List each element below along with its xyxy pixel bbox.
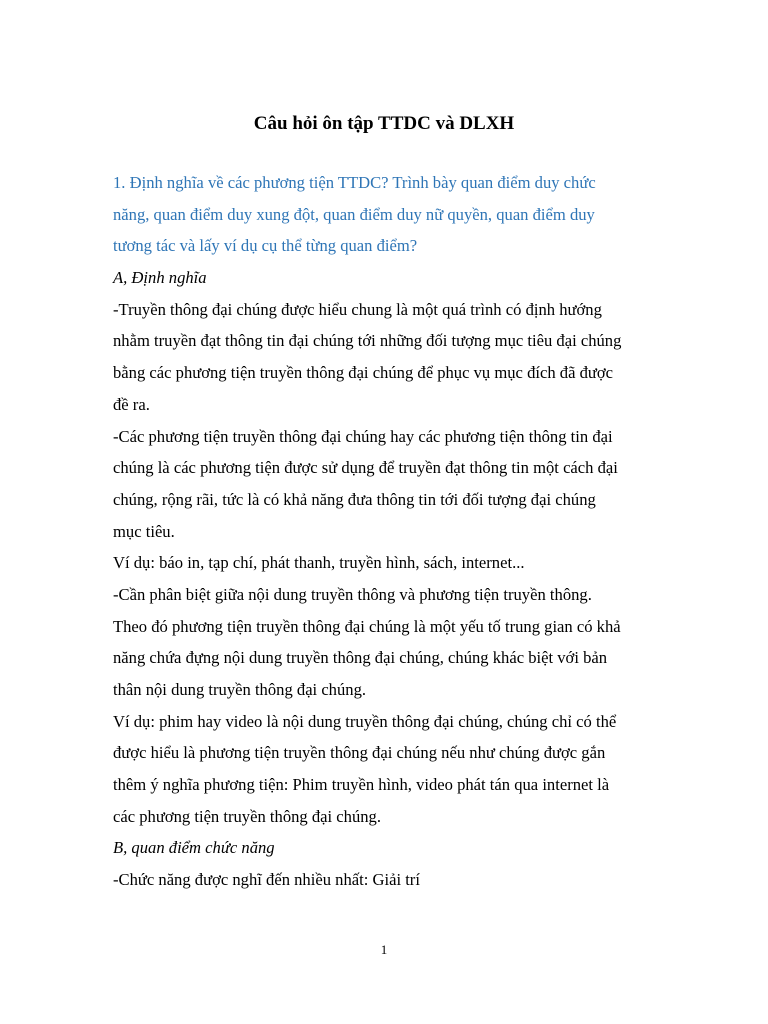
paragraph-line: đề ra. — [113, 394, 150, 414]
paragraph-line: -Chức năng được nghĩ đến nhiều nhất: Giải trí — [113, 870, 420, 890]
paragraph-line: chúng, rộng rãi, tức là có khả năng đưa thông tin tới đối tượng đại chúng — [113, 489, 596, 509]
paragraph-line: được hiểu là phương tiện truyền thông đại chúng nếu như chúng được gắn — [113, 743, 606, 763]
paragraph-line: thân nội dung truyền thông đại chúng. — [113, 680, 367, 699]
example-line: Ví dụ: phim hay video là nội dung truyền thông đại chúng, chúng chỉ có thể — [113, 711, 617, 731]
document-title: Câu hỏi ôn tập TTDC và DLXH — [253, 113, 515, 134]
paragraph-line: các phương tiện truyền thông đại chúng. — [113, 806, 381, 826]
section-heading-a: A, Định nghĩa — [113, 268, 207, 288]
paragraph-line: năng chứa đựng nội dung truyền thông đại chúng, chúng khác biệt với bản — [113, 648, 608, 668]
paragraph-line: -Cần phân biệt giữa nội dung truyền thông và phương tiện truyền thông. — [113, 584, 592, 604]
example-line: Ví dụ: báo in, tạp chí, phát thanh, truyền hình, sách, internet... — [113, 553, 525, 573]
paragraph-line: -Các phương tiện truyền thông đại chúng hay các phương tiện thông tin đại — [113, 426, 613, 446]
paragraph-line: -Truyền thông đại chúng được hiểu chung là một quá trình có định hướng — [113, 299, 602, 319]
question-line: tương tác và lấy ví dụ cụ thể từng quan điểm? — [113, 236, 418, 256]
paragraph-line: mục tiêu. — [113, 521, 175, 541]
page-number: 1 — [380, 942, 388, 957]
paragraph-line: bằng các phương tiện truyền thông đại chúng để phục vụ mục đích đã được — [113, 363, 614, 383]
question-line: 1. Định nghĩa về các phương tiện TTDC? Trình bày quan điểm duy chức — [113, 173, 596, 192]
paragraph-line: nhằm truyền đạt thông tin đại chúng tới những đối tượng mục tiêu đại chúng — [113, 331, 622, 351]
document-body — [113, 167, 653, 896]
paragraph-line: chúng là các phương tiện được sử dụng để truyền đạt thông tin một cách đại — [113, 458, 618, 478]
section-heading-b: B, quan điểm chức năng — [113, 838, 275, 858]
paragraph-line: Theo đó phương tiện truyền thông đại chúng là một yếu tố trung gian có khả — [113, 616, 621, 636]
question-line: năng, quan điểm duy xung đột, quan điểm duy nữ quyền, quan điểm duy — [113, 204, 595, 224]
paragraph-line: thêm ý nghĩa phương tiện: Phim truyền hình, video phát tán qua internet là — [113, 775, 610, 795]
